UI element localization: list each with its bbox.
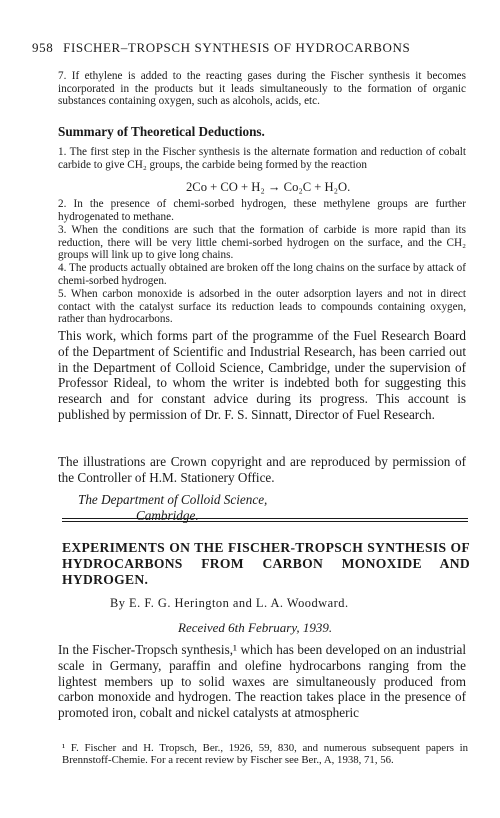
double-rule-top xyxy=(62,518,468,519)
department-line-1: The Department of Colloid Science, xyxy=(78,492,268,507)
summary-item-2: 2. In the presence of chemi-sorbed hydrogen, these methylene groups are further hydrogenated to methane. xyxy=(58,198,466,223)
page-number: 958 xyxy=(32,40,54,55)
introduction-paragraph: In the Fischer-Tropsch synthesis,¹ which has been developed on an industrial scale in Germany, paraffin and olefine hydrocarbons ranging from the lightest members up to solid waxes are simultaneously produced from carbon monoxide and hydrogen. The reaction takes place in the presence of promoted iron, cobalt and nickel catalysts at atmospheric xyxy=(58,642,466,721)
department-line-2: Cambridge. xyxy=(136,507,199,523)
reaction-equation: 2Co + CO + H₂ → Co₂C + H₂O. xyxy=(186,180,351,194)
footnote-1: ¹ F. Fischer and H. Tropsch, Ber., 1926, 59, 830, and numerous subsequent papers in Brennstoff-Chemie. For a recent review by Fischer see Ber., A, 1938, 71, 56. xyxy=(62,742,468,767)
summary-item-3: 3. When the conditions are such that the formation of carbide is more rapid than its reduction, there will be very little chemi-sorbed hydrogen on the surface, and the CH₂ groups will link up to give long chains. xyxy=(58,224,466,262)
page-header xyxy=(32,40,472,56)
summary-item-1: 1. The first step in the Fischer synthesis is the alternate formation and reduction of cobalt carbide to give CH₂ groups, the carbide being formed by the reaction xyxy=(58,146,466,171)
summary-item-5: 5. When carbon monoxide is adsorbed in the outer adsorption layers and not in direct contact with the catalyst surface its reduction leads to compounds containing oxygen, rather than hydrocarbons. xyxy=(58,288,466,326)
copyright-paragraph: The illustrations are Crown copyright and are reproduced by permission of the Controller of H.M. Stationery Office. xyxy=(58,454,466,485)
double-rule-bottom xyxy=(62,521,468,522)
running-title: FISCHER–TROPSCH SYNTHESIS OF HYDROCARBONS xyxy=(63,40,411,55)
summary-item-4: 4. The products actually obtained are broken off the long chains on the surface by attack of chemi-sorbed hydrogen. xyxy=(58,262,466,287)
received-date: Received 6th February, 1939. xyxy=(178,620,333,635)
article-title: EXPERIMENTS ON THE FISCHER-TROPSCH SYNTHESIS OF HYDROCARBONS FROM CARBON MONOXIDE AND HYDROGEN. xyxy=(62,540,470,587)
summary-heading: Summary of Theoretical Deductions. xyxy=(58,124,265,139)
author-line: By E. F. G. Herington and L. A. Woodward. xyxy=(110,596,349,610)
acknowledgement-paragraph: This work, which forms part of the programme of the Fuel Research Board of the Department of Scientific and Industrial Research, has been carried out in the Department of Colloid Science, Cambridge, under the supervision of Professor Rideal, to whom the writer is indebted both for suggesting this research and for constant advice during its progress. This account is published by permission of Dr. F. S. Sinnatt, Director of Fuel Research. xyxy=(58,328,466,422)
deduction-item-7: 7. If ethylene is added to the reacting gases during the Fischer synthesis it becomes incorporated in the products but it leads simultaneously to the formation of organic substances containing oxygen, such as alcohols, acids, etc. xyxy=(58,70,466,108)
